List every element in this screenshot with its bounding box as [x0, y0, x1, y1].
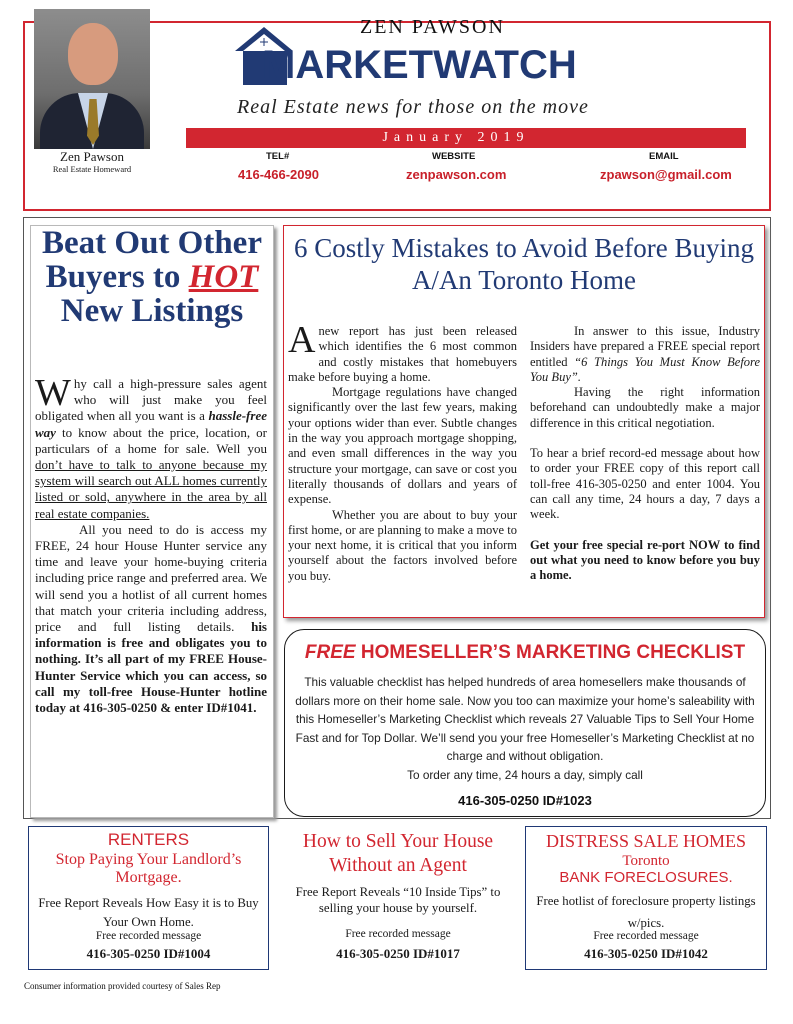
distress-city: Toronto — [622, 853, 670, 869]
renters-text: Free Report Reveals How Easy it is to Buy Your Own Home. — [38, 896, 259, 929]
main-article-column-2: In answer to this issue, Industry Insiders have prepared a FREE special report entitled “6 Things You Must Know Before You Buy”. Having the right information beforehand can undoubtedly make a major difference in this critical negotiation. To hear a brief record-ed message about how to order your FREE copy of this report call toll-free 416-305-0250 and enter 1004. You can call any time, 24 hours a day, 7 days a week. Get your free special re-port NOW to find out what you need to know before you buy a home. — [530, 324, 761, 583]
sell-text: Free Report Reveals “10 Inside Tips” to selling your house by yourself. — [295, 885, 501, 915]
email-link[interactable]: zpawson@gmail.com — [600, 167, 732, 182]
renters-subheading: Stop Paying Your Landlord’s Mortgage. — [55, 851, 242, 886]
sell-heading: How to Sell Your House Without an Agent — [302, 831, 494, 876]
distress-phone[interactable]: 416-305-0250 ID#1042 — [584, 946, 708, 961]
drop-cap: W — [35, 372, 71, 414]
tel-value[interactable]: 416-466-2090 — [238, 167, 319, 182]
email-label: EMAIL — [649, 151, 679, 162]
marketwatch-logo-text: MARKETWATCH — [262, 43, 577, 87]
checklist-call-text: To order any time, 24 hours a day, simply call — [407, 768, 643, 782]
brand-name: ZEN PAWSON — [360, 16, 505, 38]
hot-emphasis: HOT — [188, 259, 259, 295]
main-article-title: 6 Costly Mistakes to Avoid Before Buying A/An Toronto Home — [294, 233, 754, 295]
left-article-title: Beat Out Other Buyers to HOT New Listings — [42, 225, 262, 329]
issue-date-bar: January 2019 — [186, 128, 746, 148]
renters-phone[interactable]: 416-305-0250 ID#1004 — [86, 946, 211, 961]
agent-photo — [34, 9, 150, 149]
sell-recorded-message: Free recorded message — [345, 928, 451, 940]
sell-phone[interactable]: 416-305-0250 ID#1017 — [336, 946, 460, 961]
agent-name: Zen Pawson — [60, 149, 124, 164]
drop-cap: A — [288, 319, 316, 361]
renters-recorded-message: Free recorded message — [95, 930, 202, 942]
renters-heading: RENTERS — [107, 830, 190, 849]
checklist-title: FREE HOMESELLER’S MARKETING CHECKLIST — [304, 642, 746, 663]
website-link[interactable]: zenpawson.com — [406, 167, 507, 182]
distress-text: Free hotlist of foreclosure property listings w/pics. — [536, 894, 756, 930]
left-article-body: Why call a high-pressure sales agent who will just make you feel obligated when all you want is a hassle-free way to know about the price, location, or particulars of a home for sale. Well you don’t have to talk to anyone because my system will search out ALL homes currently listed or sold, anywhere in the area by all real estate companies. All you need to do is access my FREE, 24 hour House Hunter service any time and leave your home-buying criteria including price range and preferred area. We will send you a hotlist of all current homes that match your criteria including address, price and full listing details. his information is free and obligates you to nothing. It’s all part of my FREE House-Hunter Service which you can access, so call my toll-free House-Hunter hotline today at 416-305-0250 & enter ID#1041. — [35, 372, 267, 716]
checklist-body: This valuable checklist has helped hundreds of area homesellers make thousands of dollars more on their home sale. Now you too can maximize your home’s saleability with this Homeseller’s Marketing Checklist which reveals 27 Valuable Tips to Sell Your Home Fast and for Top Dollar. We’ll send you your free Homeseller’s Marketing Checklist at no charge and without obligation. — [295, 675, 755, 764]
tagline: Real Estate news for those on the move — [237, 96, 589, 118]
distress-subheading: BANK FORECLOSURES. — [559, 869, 733, 886]
distress-recorded-message: Free recorded message — [593, 930, 699, 942]
website-label: WEBSITE — [432, 151, 476, 162]
footer-disclaimer: Consumer information provided courtesy of Sales Rep — [24, 981, 221, 991]
agent-company: Real Estate Homeward — [52, 164, 132, 174]
distress-heading: DISTRESS SALE HOMES — [545, 831, 747, 851]
checklist-phone[interactable]: 416-305-0250 ID#1023 — [458, 793, 592, 808]
tel-label: TEL# — [266, 151, 290, 162]
main-article-column-1: Anew report has just been released which identifies the 6 most common and costly mistakes that homebuyers make before buying a home. Mortgage regulations have changed significantly over the last few years, making your options wider than ever. Subtle changes in the way you approach mortgage shopping, and even small differences in the way you structure your mortgage, can save or cost you literally thousands of dollars and years of expense. Whether you are about to buy your first home, or are planning to make a move to your next home, it is critical that you inform yourself about the factors involved before you buy. — [288, 319, 517, 583]
